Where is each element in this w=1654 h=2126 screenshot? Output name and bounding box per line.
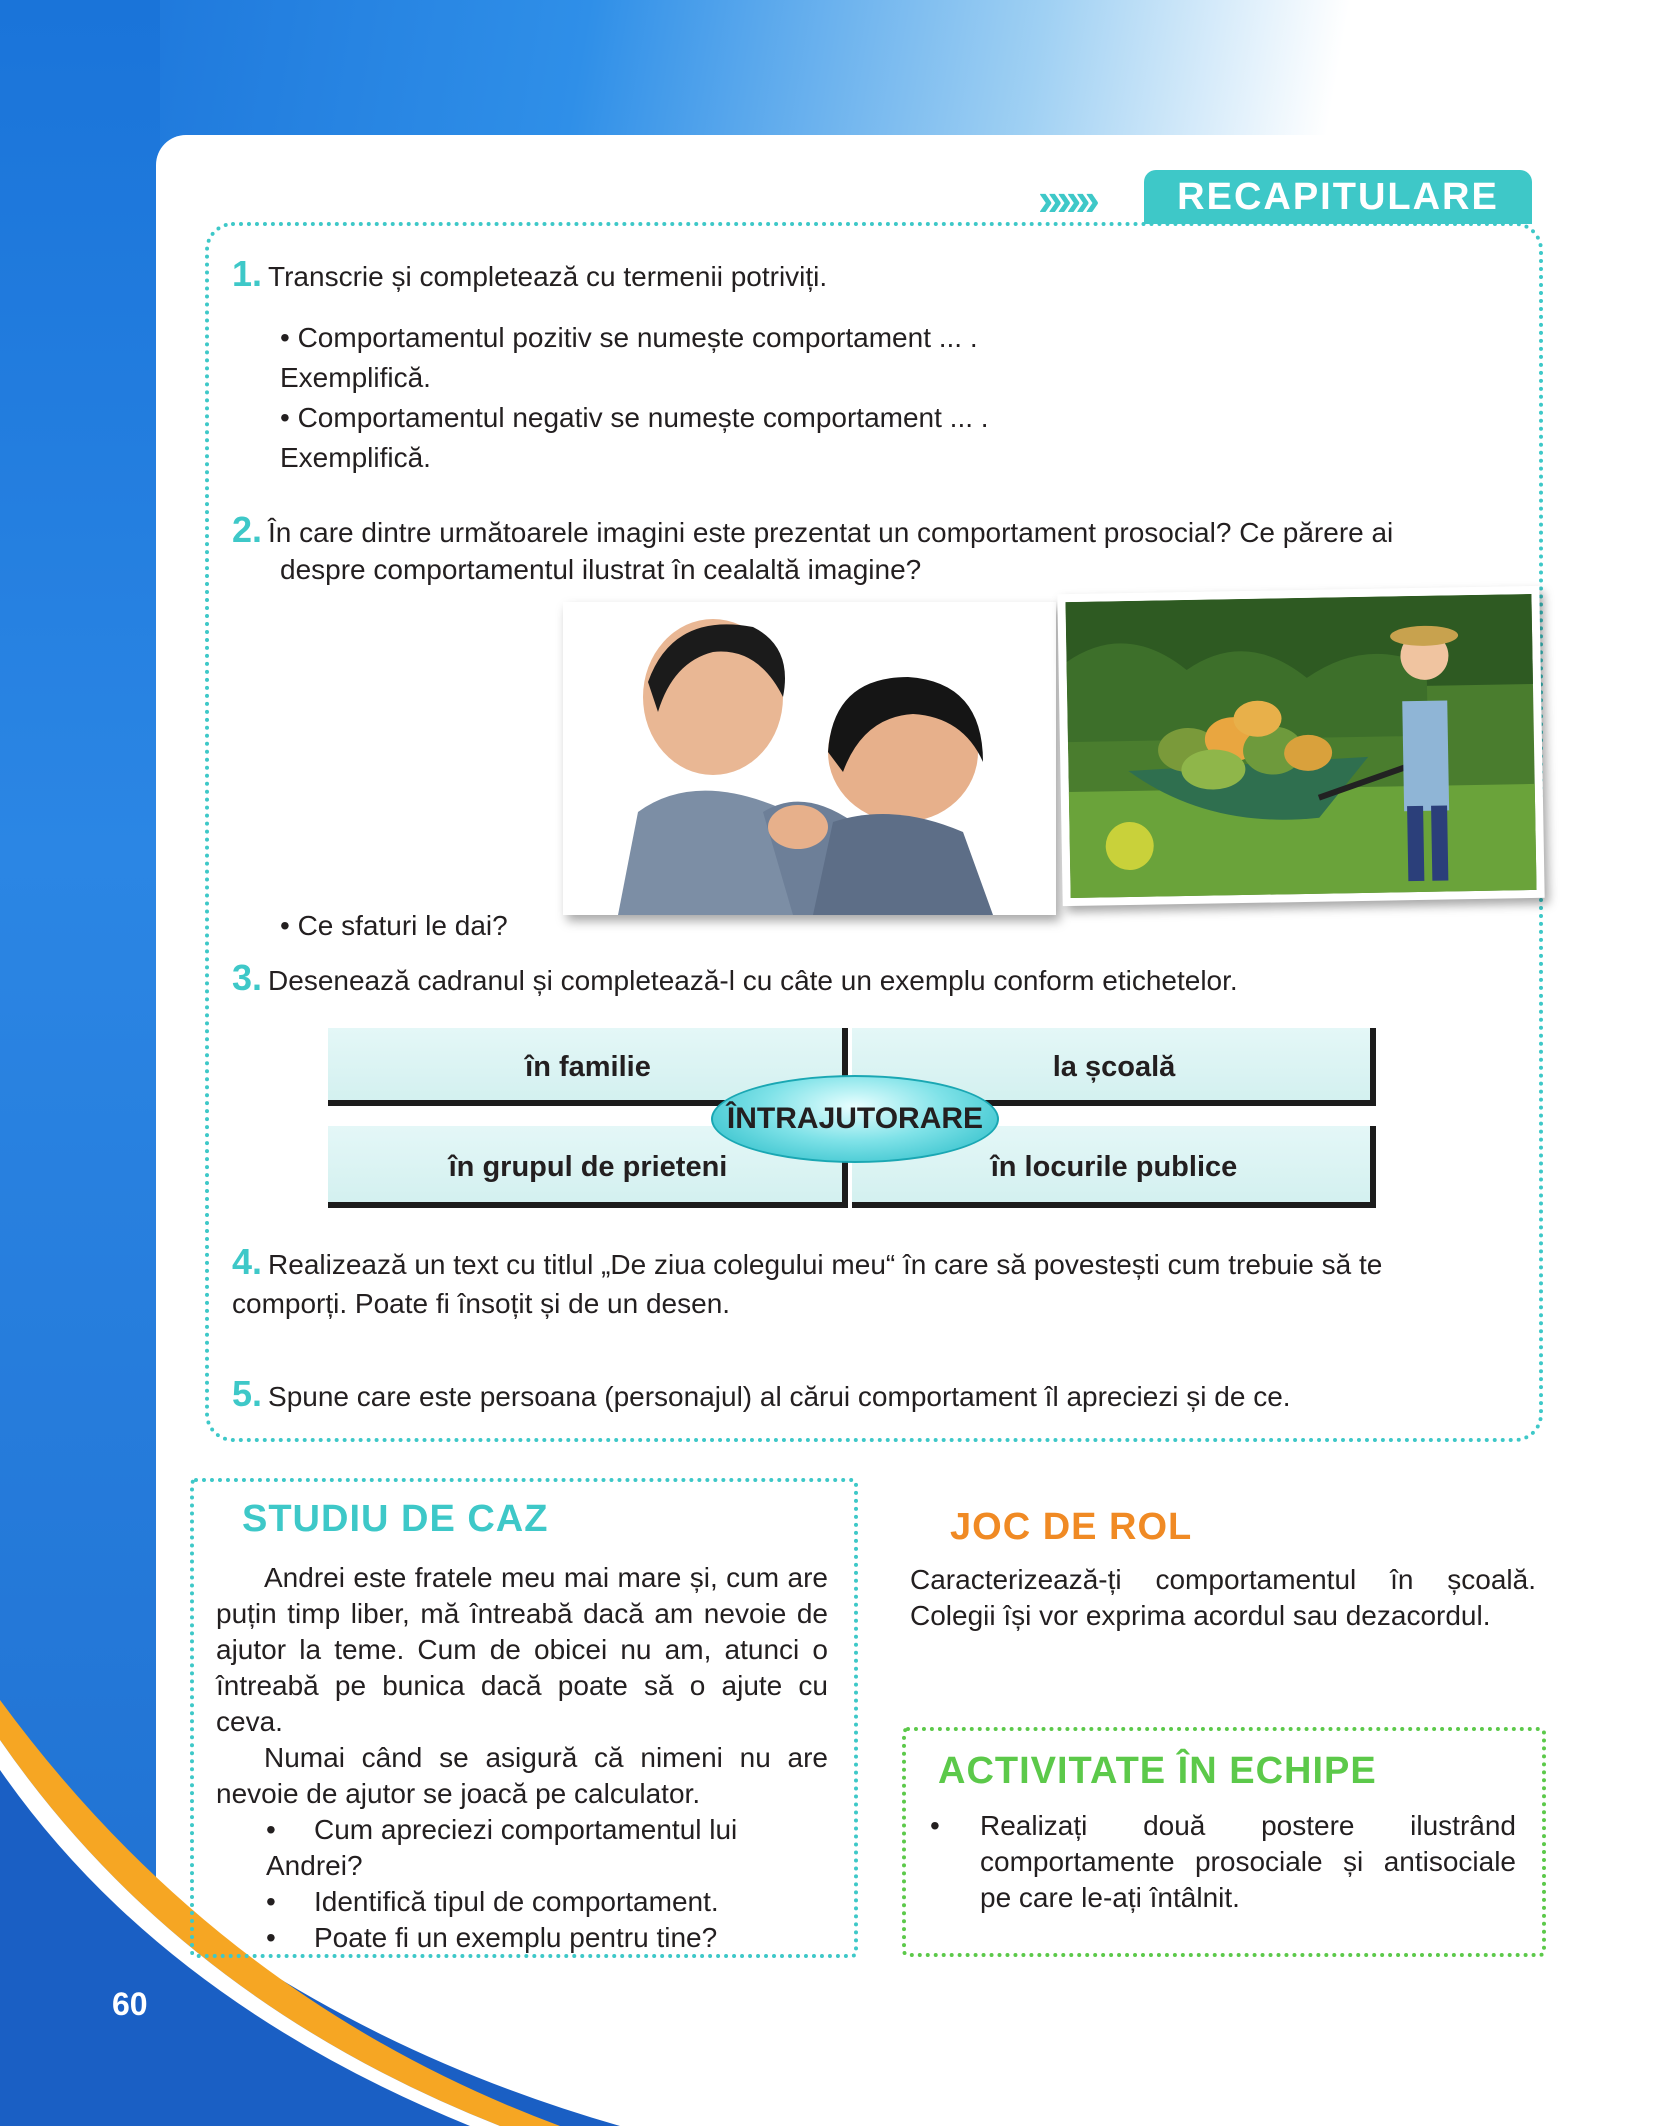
exercise-2-prompt-cont: despre comportamentul ilustrat în cealaltă imagine? — [280, 554, 922, 585]
team-activity-item — [930, 1808, 1516, 1916]
exercise-number: 1. — [232, 253, 263, 294]
exercise-4-prompt — [232, 1242, 1382, 1285]
exercise-1-line: Exemplifică. — [280, 362, 431, 393]
chevron-arrows-icon: ›››››› — [1038, 173, 1094, 225]
quadrant-diagram — [328, 1028, 1376, 1208]
quadrant-cell-school: la școală — [852, 1028, 1376, 1106]
bullet-text: Poate fi un exemplu pentru tine? — [314, 1922, 718, 1953]
quadrant-cell-public-places: în locurile publice — [852, 1126, 1376, 1208]
bullet-text: Identifică tipul de comportament. — [314, 1886, 719, 1917]
exercise-3-prompt — [232, 958, 1238, 1001]
bullet-icon: • — [266, 1814, 276, 1845]
prompt-text: Spune care este persoana (personajul) al cărui comportament îl apreciezi și de ce. — [268, 1381, 1291, 1412]
role-play-text: Caracterizează-ți comportamentul în școală. Colegii își vor exprima acordul sau dezacordul. — [910, 1564, 1536, 1631]
exercise-4-prompt-cont: comporți. Poate fi însoțit și de un desen. — [232, 1288, 731, 1319]
team-activity-text: Realizați două postere ilustrând comportamente prosociale și antisociale pe care le-ați întâlnit. — [980, 1810, 1516, 1913]
exercise-1-line: Exemplifică. — [280, 442, 431, 473]
exercise-number: 3. — [232, 957, 263, 998]
exercise-1-prompt — [232, 254, 827, 297]
exercise-number: 5. — [232, 1373, 263, 1414]
case-study-paragraph: Andrei este fratele meu mai mare și, cum are puțin timp liber, mă întreabă dacă am nevoie de ajutor la teme. Cum de obicei nu am, atunci o întreabă pe bunica dacă poate să o ajute cu ceva. — [216, 1562, 828, 1737]
list-item — [266, 1884, 828, 1920]
exercise-2-prompt — [232, 510, 1393, 553]
exercise-1-line: • Comportamentul negativ se numește comportament ... . — [280, 402, 989, 433]
case-study-body — [216, 1560, 828, 1956]
exercise-2-followup: • Ce sfaturi le dai? — [280, 910, 508, 941]
bullet-icon: • — [930, 1810, 940, 1841]
section-tab: RECAPITULARE — [1144, 170, 1532, 224]
quadrant-center-label: ÎNTRAJUTORARE — [711, 1075, 999, 1163]
exercise-number: 4. — [232, 1241, 263, 1282]
page-number: 60 — [112, 1986, 148, 2022]
exercise-1-line: • Comportamentul pozitiv se numește comportament ... . — [280, 322, 978, 353]
bullet-icon: • — [266, 1886, 276, 1917]
photo-boy-wheelbarrow — [1057, 586, 1544, 906]
bullet-text: Cum apreciezi comportamentul lui Andrei? — [266, 1814, 738, 1881]
case-study-title: STUDIU DE CAZ — [242, 1498, 549, 1540]
prompt-text: Realizează un text cu titlul „De ziua colegului meu“ în care să povestești cum trebuie să te — [268, 1249, 1383, 1280]
list-item — [266, 1812, 828, 1884]
list-item — [266, 1920, 828, 1956]
bullet-icon: • — [266, 1922, 276, 1953]
role-play-title: JOC DE ROL — [950, 1506, 1193, 1548]
quadrant-cell-friends: în grupul de prieteni — [328, 1126, 848, 1208]
case-study-paragraph: Numai când se asigură că nimeni nu are nevoie de ajutor se joacă pe calculator. — [216, 1742, 828, 1809]
team-activity-title: ACTIVITATE ÎN ECHIPE — [938, 1750, 1377, 1792]
photo-boys-fighting — [563, 602, 1056, 915]
case-study-bullets — [216, 1812, 828, 1956]
prompt-text: Transcrie și completează cu termenii potriviți. — [268, 261, 828, 292]
exercise-5-prompt — [232, 1374, 1291, 1417]
quadrant-cell-family: în familie — [328, 1028, 848, 1106]
exercise-number: 2. — [232, 509, 263, 550]
prompt-text: În care dintre următoarele imagini este prezentat un comportament prosocial? Ce părere ai — [268, 517, 1394, 548]
prompt-text: Desenează cadranul și completează-l cu câte un exemplu conform etichetelor. — [268, 965, 1238, 996]
